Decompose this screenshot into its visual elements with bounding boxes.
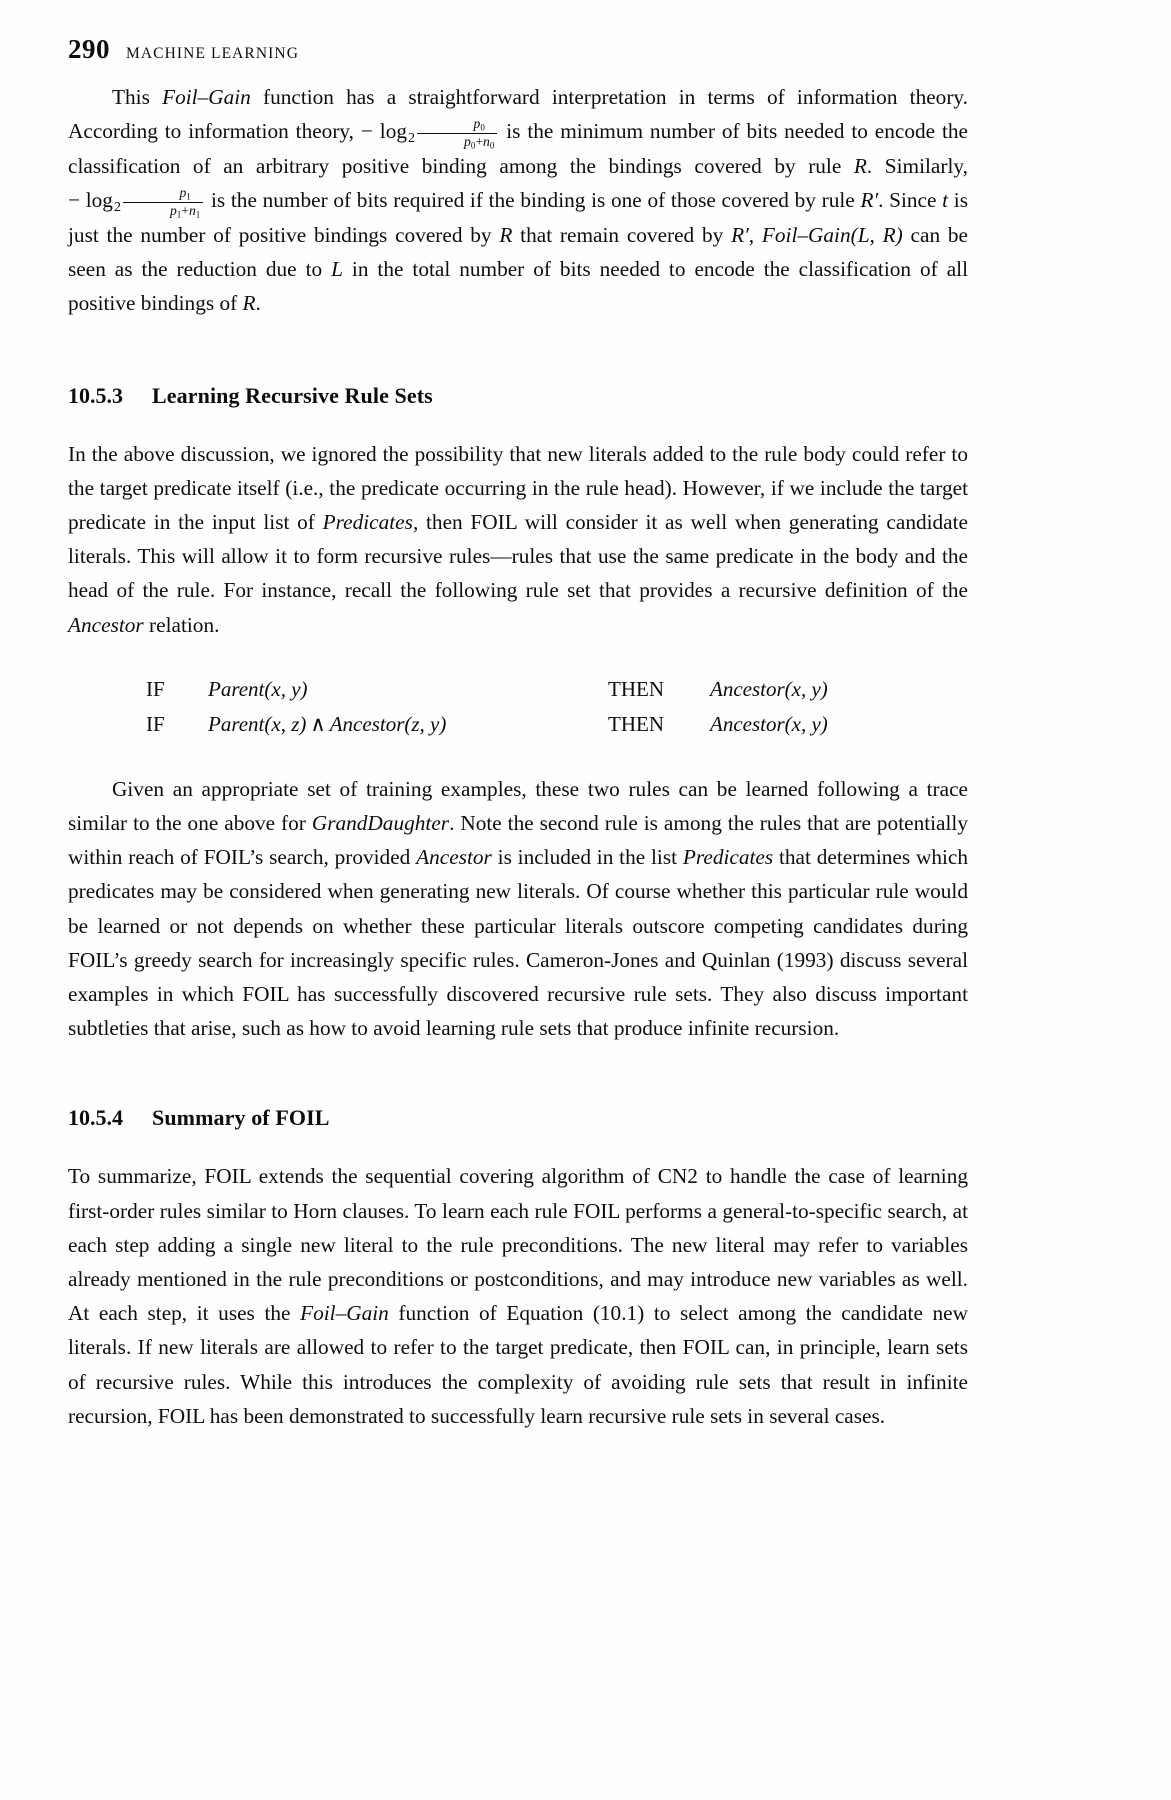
math-log-base: 2 — [408, 130, 416, 147]
rule-antecedent — [208, 707, 608, 742]
emphasis-ancestor: Ancestor — [416, 845, 492, 870]
math-var: p — [179, 185, 187, 201]
paragraph-training-examples — [68, 772, 968, 1046]
emphasis-granddaughter: GrandDaughter — [311, 811, 450, 835]
text-segment: This — [112, 85, 163, 109]
emphasis-foil-gain: Foil–Gain — [162, 85, 251, 109]
fraction — [123, 186, 203, 218]
text-segment: is the minimum number of bits needed to encode the classification of an arbitrary positive binding among the bindings covered by rule — [68, 119, 968, 178]
fraction-numerator — [123, 186, 203, 203]
text-segment: To summarize, FOIL extends the sequential covering algorithm of CN2 to handle the case of learning first-order rules similar to Horn clauses. To learn each rule FOIL performs a general-to-specific search, at each step adding a single new literal to the rule preconditions. The new literal may refer to variables already mentioned in the rule preconditions or postconditions, and may introduce new variables as well. At each step, it uses the — [68, 1164, 968, 1326]
math-operator: − log — [360, 119, 407, 144]
text-segment: in the total number of bits needed to encode the classification of all positive bindings of — [68, 257, 968, 316]
rule-row — [68, 707, 968, 742]
text-segment: Given an appropriate set of training examples, these two rules can be learned following a trace similar to the one above for — [68, 776, 968, 835]
text-segment: In the above discussion, we ignored the possibility that new literals added to the rule body could refer to the target predicate itself (i.e., the predicate occurring in the rule head). However, if we include the target predicate in the input list of — [68, 441, 968, 534]
math-subscript: 0 — [489, 140, 495, 151]
book-title: MACHINE LEARNING — [126, 45, 300, 62]
math-subscript: 1 — [195, 209, 201, 220]
then-keyword: THEN — [608, 711, 664, 736]
section-heading-10-5-4 — [68, 1105, 968, 1131]
text-segment: . — [255, 291, 261, 316]
emphasis-t: t — [942, 188, 949, 213]
text-segment: . Similarly, — [866, 153, 968, 178]
running-head — [68, 34, 968, 80]
emphasis-rule-r: R — [499, 222, 513, 247]
section-heading-10-5-3 — [68, 383, 968, 409]
rule-consequent: Ancestor(x, y) — [710, 711, 828, 736]
math-var: n — [483, 133, 490, 149]
math-var: p — [464, 133, 471, 149]
text-segment: function of Equation (10.1) to select among the candidate new literals. If new literals are allowed to refer to the target predicate, then FOIL can, in principle, learn sets of recursive rules. While this introduces the complexity of avoiding rule sets that result in infinite recursion, FOIL has been demonstrated to successfully learn recursive rule sets in several cases. — [68, 1301, 968, 1428]
math-subscript: 0 — [470, 140, 476, 151]
text-segment: is included in the list — [491, 845, 683, 870]
fraction-numerator — [417, 117, 497, 134]
math-operator: − log — [68, 188, 113, 213]
math-expression-log-p1 — [68, 185, 205, 220]
text-segment: that remain covered by — [512, 222, 732, 247]
text-segment: . Since — [878, 188, 943, 213]
math-subscript: 1 — [176, 209, 182, 220]
section-title: Summary of FOIL — [152, 1105, 330, 1131]
math-expression-log-p0 — [360, 116, 499, 151]
emphasis-foil-gain: Foil–Gain — [300, 1301, 389, 1326]
emphasis-rule-r: R — [853, 153, 867, 178]
conjunction-symbol: ∧ — [310, 711, 326, 736]
text-segment: function has a straightforward interpretation in terms of information theory. According to information theory, — [68, 85, 969, 144]
text-segment: , — [748, 222, 762, 247]
text-segment: . Note the second rule is among the rules that are potentially within reach of FOIL’s search, provided — [68, 811, 968, 870]
paragraph-recursive-rules-intro — [68, 437, 968, 642]
rule-literal-ancestor: Ancestor(z, y) — [329, 711, 447, 736]
emphasis-rule-r: R — [242, 291, 256, 316]
text-segment: can be seen as the reduction due to — [68, 222, 968, 282]
rule-set-block — [68, 672, 968, 742]
section-number: 10.5.3 — [68, 382, 123, 408]
math-var: n — [188, 202, 196, 218]
text-segment: that determines which predicates may be considered when generating new literals. Of course whether this particular rule would be learned or not depends on whether these particular literals outscore competing candidates during FOIL’s greedy search for increasingly specific rules. Cameron-Jones and Quinlan (1993) discuss several examples in which FOIL has successfully discovered recursive rule sets. They also discuss important subtleties that arise, such as how to avoid learning rule sets that produce infinite recursion. — [68, 845, 969, 1041]
emphasis-predicates: Predicates — [682, 845, 774, 870]
emphasis-l: L — [331, 257, 343, 282]
paragraph-foil-gain-interpretation — [68, 80, 968, 321]
if-keyword: IF — [146, 676, 165, 701]
text-segment: relation. — [143, 612, 220, 637]
text-segment: is just the number of positive bindings covered by — [68, 188, 968, 247]
rule-row — [68, 672, 968, 707]
paragraph-foil-summary — [68, 1159, 968, 1433]
math-var: p — [169, 202, 177, 218]
emphasis-predicates: Predicates — [322, 509, 413, 534]
if-keyword: IF — [146, 711, 165, 736]
fraction-denominator — [123, 203, 203, 219]
section-title: Learning Recursive Rule Sets — [152, 382, 433, 408]
math-var: p — [473, 116, 481, 132]
page-content — [68, 34, 968, 1433]
math-operator: + — [475, 133, 484, 149]
section-number: 10.5.4 — [68, 1105, 123, 1131]
emphasis-foil-gain-lr: Foil–Gain(L, R) — [761, 222, 903, 247]
fraction-denominator — [417, 134, 497, 150]
math-operator: + — [181, 202, 189, 218]
rule-consequent: Ancestor(x, y) — [710, 676, 828, 701]
fraction — [417, 117, 497, 149]
emphasis-rule-r-prime: R′ — [860, 188, 879, 213]
rule-literal-parent: Parent(x, z) — [208, 711, 307, 736]
math-subscript: 0 — [480, 122, 485, 133]
rule-antecedent: Parent(x, y) — [208, 676, 308, 701]
emphasis-ancestor: Ancestor — [68, 612, 144, 637]
page-number: 290 — [68, 34, 110, 64]
text-segment: , then FOIL will consider it as well when generating candidate literals. This will allow it to form recursive rules—rules that use the same predicate in the body and the head of the rule. For instance, recall the following rule set that provides a recursive definition of the — [68, 509, 969, 603]
text-segment: is the number of bits required if the binding is one of those covered by rule — [205, 188, 861, 213]
math-subscript: 1 — [186, 191, 191, 202]
emphasis-rule-r-prime: R′ — [731, 222, 749, 247]
math-log-base: 2 — [113, 199, 121, 216]
then-keyword: THEN — [608, 676, 664, 701]
